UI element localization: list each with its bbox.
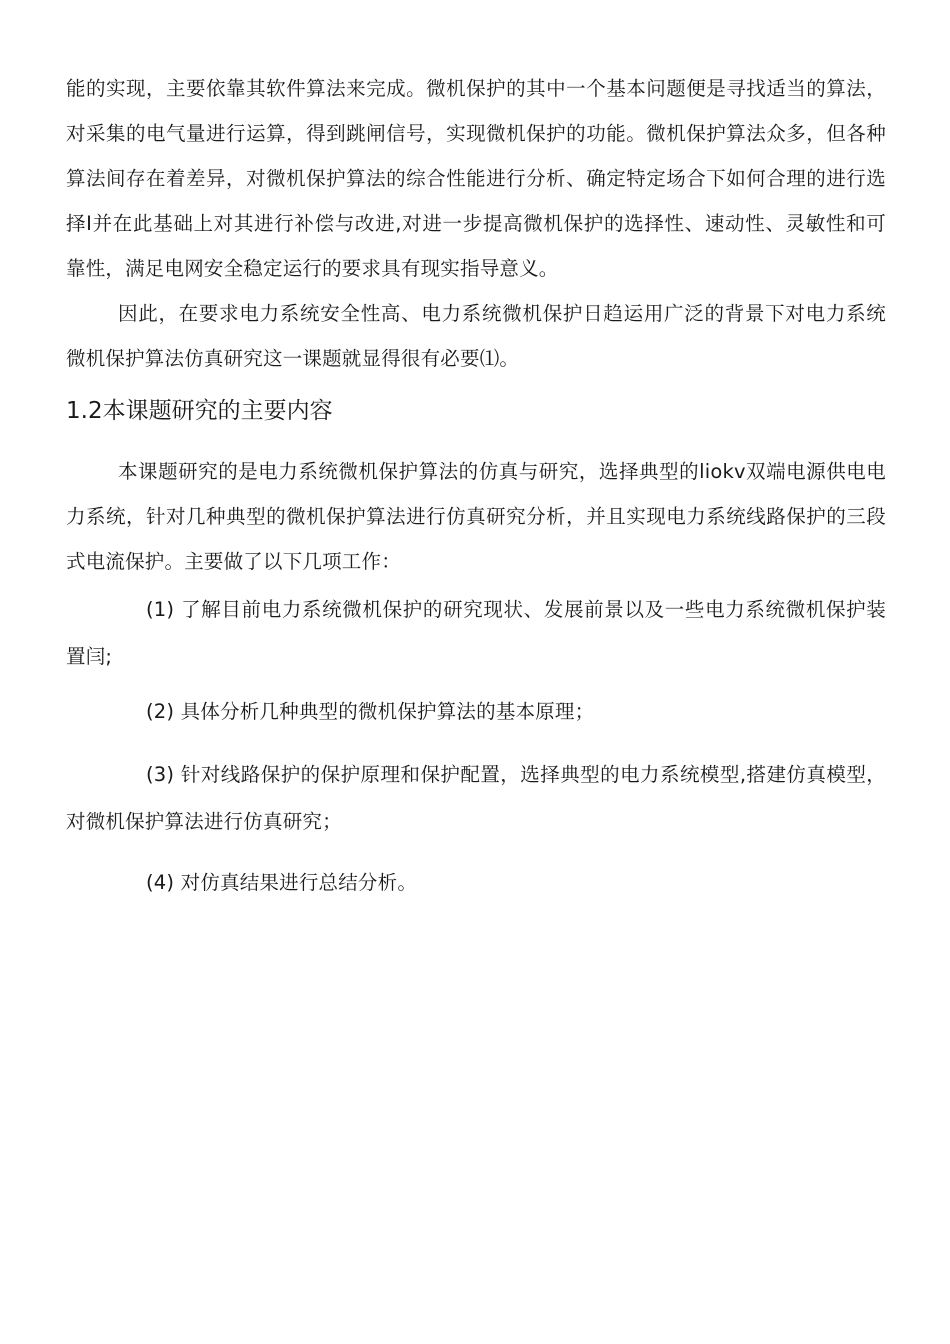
- body-paragraph-continuation: 能的实现，主要依靠其软件算法来完成。微机保护的其中一个基本问题便是寻找适当的算法，对采集的电气量进行运算，得到跳闸信号，实现微机保护的功能。微机保护算法众多，但各种算法间存在着差异，对微机保护算法的综合性能进行分析、确定特定场合下如何合理的进行选择I并在此基础上对其进行补偿与改进,对进一步提高微机保护的选择性、速动性、灵敏性和可靠性，满足电网安全稳定运行的要求具有现实指导意义。: [66, 77, 886, 280]
- body-paragraph-research-content: 本课题研究的是电力系统微机保护算法的仿真与研究，选择典型的liokv双端电源供电电力系统，针对几种典型的微机保护算法进行仿真研究分析，并且实现电力系统线路保护的三段式电流保护。主要做了以下几项工作：: [66, 460, 886, 573]
- section-heading: 1.2本课题研究的主要内容: [66, 398, 333, 424]
- list-item: (4) 对仿真结果进行总结分析。: [146, 871, 418, 894]
- body-paragraph-background: 因此，在要求电力系统安全性高、电力系统微机保护日趋运用广泛的背景下对电力系统微机保护算法仿真研究这一课题就显得很有必要⑴。: [66, 302, 886, 370]
- list-item: (1) 了解目前电力系统微机保护的研究现状、发展前景以及一些电力系统微机保护装置闫;: [66, 598, 886, 668]
- list-item: (3) 针对线路保护的保护原理和保护配置，选择典型的电力系统模型,搭建仿真模型，对微机保护算法进行仿真研究；: [66, 763, 886, 833]
- document-page: [66, 66, 886, 906]
- list-item: (2) 具体分析几种典型的微机保护算法的基本原理；: [146, 700, 595, 723]
